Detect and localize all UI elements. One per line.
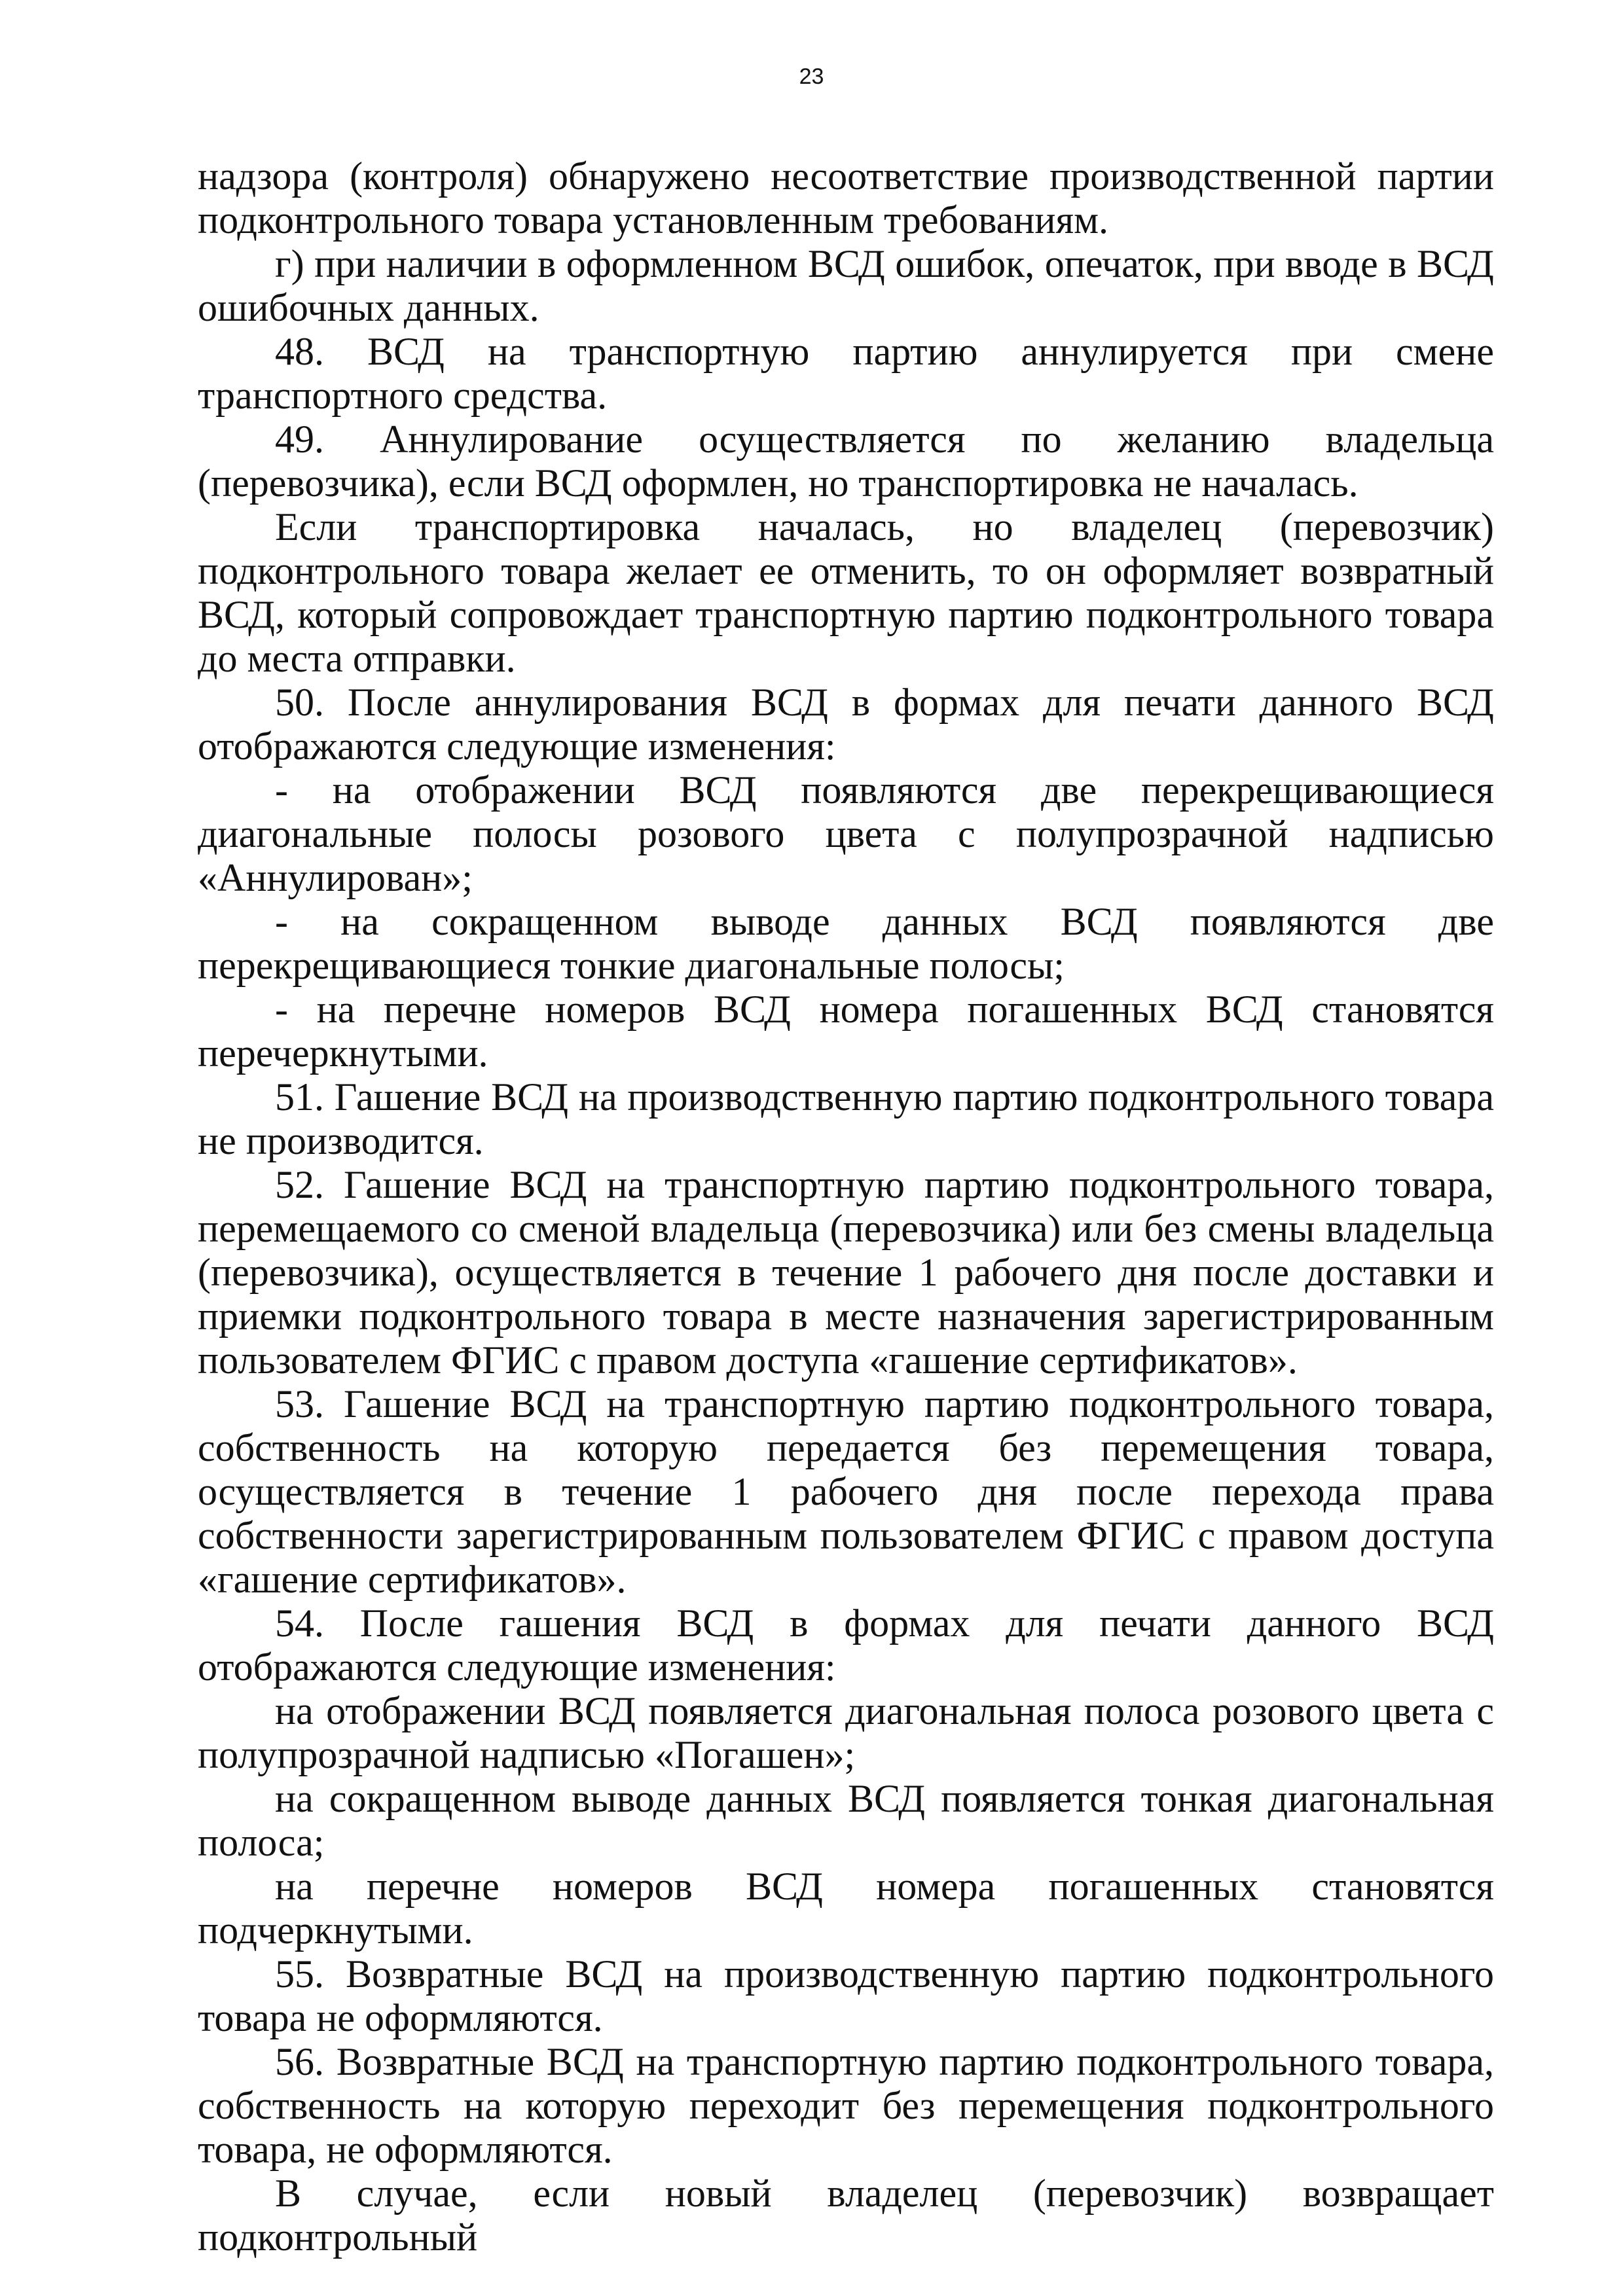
paragraph: Если транспортировка началась, но владелец (перевозчик) подконтрольного товара желает ее отменить, то он оформляет возвратный ВСД, который сопровождает транспортную партию подконтрольного товара до места отправки. bbox=[198, 505, 1494, 680]
document-body bbox=[198, 154, 1494, 2259]
paragraph: 55. Возвратные ВСД на производственную партию подконтрольного товара не оформляются. bbox=[198, 1952, 1494, 2039]
paragraph: 51. Гашение ВСД на производственную партию подконтрольного товара не производится. bbox=[198, 1075, 1494, 1162]
paragraph: 53. Гашение ВСД на транспортную партию подконтрольного товара, собственность на которую передается без перемещения товара, осуществляется в течение 1 рабочего дня после перехода права собственности зарегистрированным пользователем ФГИС с правом доступа «гашение сертификатов». bbox=[198, 1382, 1494, 1601]
list-item: на отображении ВСД появляется диагональная полоса розового цвета с полупрозрачной надписью «Погашен»; bbox=[198, 1689, 1494, 1776]
paragraph: 50. После аннулирования ВСД в формах для печати данного ВСД отображаются следующие изменения: bbox=[198, 681, 1494, 768]
paragraph: г) при наличии в оформленном ВСД ошибок, опечаток, при вводе в ВСД ошибочных данных. bbox=[198, 242, 1494, 329]
list-item: - на отображении ВСД появляются две перекрещивающиеся диагональные полосы розового цвета с полупрозрачной надписью «Аннулирован»; bbox=[198, 768, 1494, 899]
paragraph: 48. ВСД на транспортную партию аннулируется при смене транспортного средства. bbox=[198, 330, 1494, 417]
paragraph: 54. После гашения ВСД в формах для печати данного ВСД отображаются следующие изменения: bbox=[198, 1602, 1494, 1689]
paragraph: 52. Гашение ВСД на транспортную партию подконтрольного товара, перемещаемого со сменой владельца (перевозчика) или без смены владельца (перевозчика), осуществляется в течение 1 рабочего дня после доставки и приемки подконтрольного товара в месте назначения зарегистрированным пользователем ФГИС с правом доступа «гашение сертификатов». bbox=[198, 1163, 1494, 1382]
paragraph: надзора (контроля) обнаружено несоответствие производственной партии подконтрольного товара установленным требованиям. bbox=[198, 154, 1494, 242]
list-item: - на перечне номеров ВСД номера погашенных ВСД становятся перечеркнутыми. bbox=[198, 988, 1494, 1075]
list-item: на сокращенном выводе данных ВСД появляется тонкая диагональная полоса; bbox=[198, 1777, 1494, 1864]
paragraph: В случае, если новый владелец (перевозчик) возвращает подконтрольный bbox=[198, 2172, 1494, 2259]
paragraph: 49. Аннулирование осуществляется по желанию владельца (перевозчика), если ВСД оформлен, но транспортировка не началась. bbox=[198, 418, 1494, 505]
paragraph: 56. Возвратные ВСД на транспортную партию подконтрольного товара, собственность на которую переходит без перемещения подконтрольного товара, не оформляются. bbox=[198, 2040, 1494, 2171]
list-item: - на сокращенном выводе данных ВСД появляются две перекрещивающиеся тонкие диагональные полосы; bbox=[198, 900, 1494, 987]
list-item: на перечне номеров ВСД номера погашенных становятся подчеркнутыми. bbox=[198, 1865, 1494, 1952]
page-number: 23 bbox=[799, 64, 824, 89]
